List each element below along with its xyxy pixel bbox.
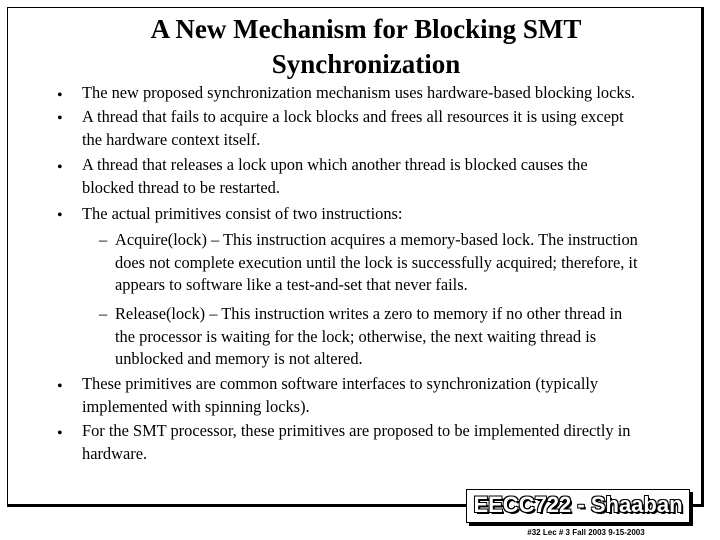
course-footer-label: EECC722 - Shaaban (473, 492, 683, 517)
bullet-line: For the SMT processor, these primitives are proposed to be implemented directly in (82, 421, 631, 440)
title-line-2: Synchronization (271, 49, 461, 79)
bullet-marker: • (57, 159, 63, 176)
bullet-marker: • (57, 207, 63, 224)
bullet-text (82, 106, 702, 151)
bullet-line: the hardware context itself. (82, 129, 261, 149)
subbullet-line: does not complete execution until the lock is successfully acquired; therefore, it (115, 252, 638, 272)
subbullet-text (115, 229, 707, 297)
bullet-line: blocked thread to be restarted. (82, 177, 280, 197)
bullet-marker: • (57, 425, 63, 442)
subbullet-line: Acquire(lock) – This instruction acquires a memory-based lock. The instruction (115, 230, 638, 249)
bullet-text (82, 420, 702, 465)
subbullet-dash: – (99, 230, 108, 249)
title-line-1: A New Mechanism for Blocking SMT (150, 14, 582, 44)
slide-title (20, 12, 712, 82)
bullet-line: A thread that fails to acquire a lock blocks and frees all resources it is using except (82, 107, 624, 126)
subbullet-line: unblocked and memory is not altered. (115, 349, 363, 368)
bullet-text (82, 203, 702, 226)
course-footer-box (466, 489, 690, 523)
bullet-line: A thread that releases a lock upon which another thread is blocked causes the (82, 155, 588, 174)
subbullet-dash: – (99, 304, 108, 323)
bullet-text (82, 154, 702, 199)
bullet-line: implemented with spinning locks). (82, 396, 310, 416)
subbullet-line: the processor is waiting for the lock; otherwise, the next waiting thread is (115, 326, 597, 346)
bullet-marker: • (57, 110, 63, 127)
bullet-marker: • (57, 87, 63, 104)
bullet-line: The new proposed synchronization mechanism uses hardware-based blocking locks. (82, 83, 636, 102)
lecture-info: #32 Lec # 3 Fall 2003 9-15-2003 (527, 528, 645, 537)
bullet-line: hardware. (82, 443, 148, 463)
bullet-line: The actual primitives consist of two instructions: (82, 204, 403, 223)
subbullet-text (115, 303, 707, 371)
bullet-marker: • (57, 378, 63, 395)
bullet-text (82, 82, 702, 105)
subbullet-line: Release(lock) – This instruction writes a zero to memory if no other thread in (115, 304, 623, 323)
bullet-text (82, 373, 702, 418)
subbullet-line: appears to software like a test-and-set that never fails. (115, 275, 468, 294)
bullet-line: These primitives are common software interfaces to synchronization (typically (82, 374, 599, 393)
